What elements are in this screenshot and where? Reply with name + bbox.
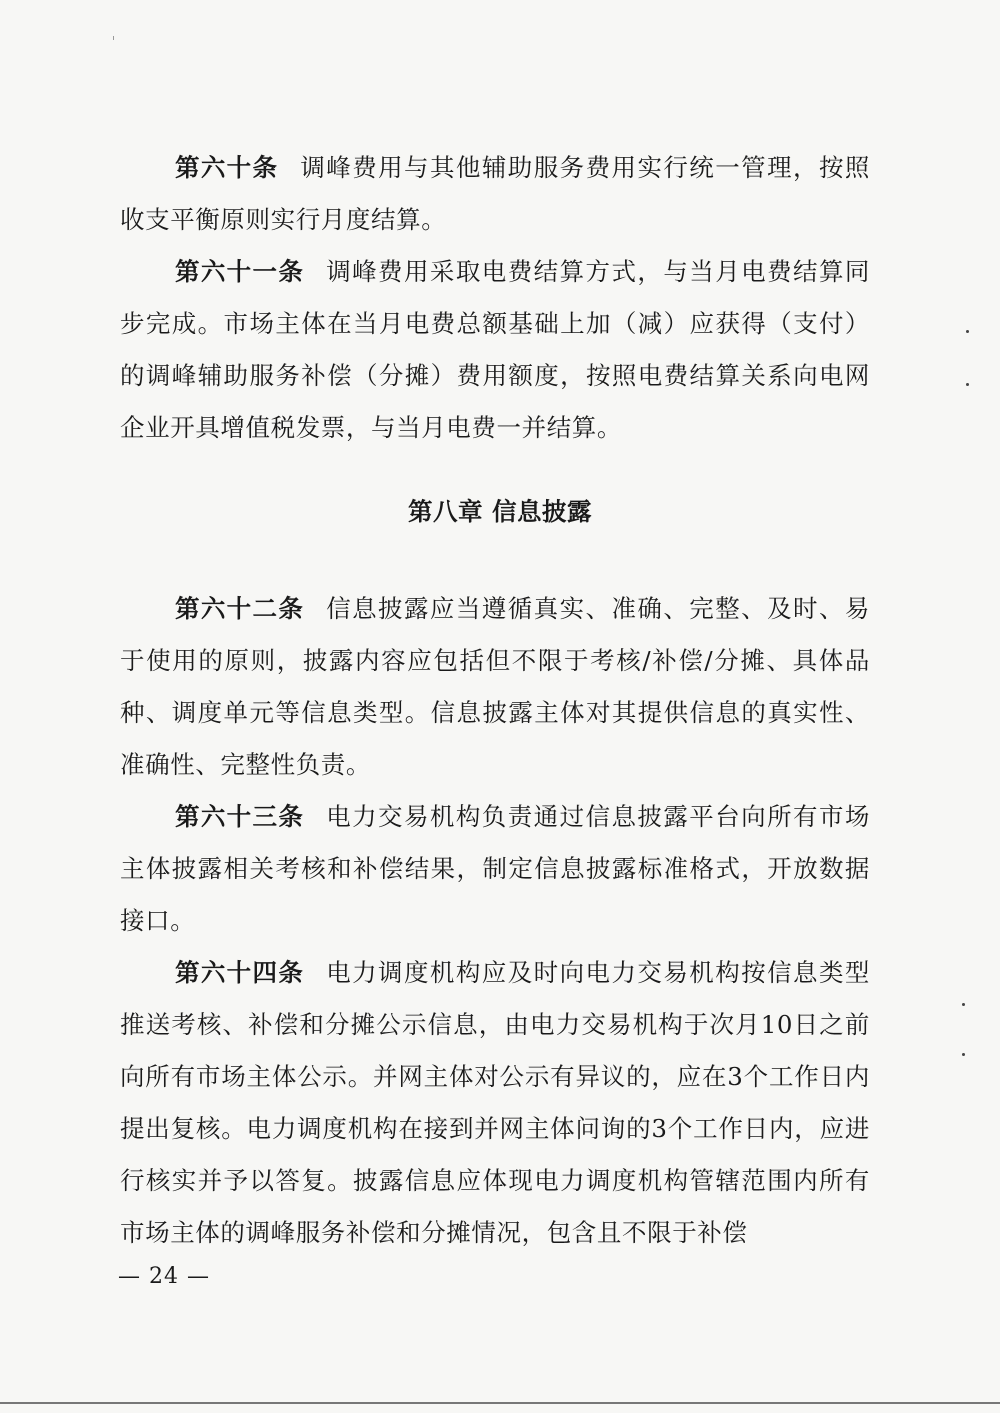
scan-dot <box>966 383 969 386</box>
scan-dot <box>962 1053 965 1056</box>
page-number: — 24 — <box>118 1264 210 1289</box>
article-60 <box>120 142 870 246</box>
article-number: 第六十三条 <box>175 802 305 831</box>
article-64 <box>120 947 870 1259</box>
article-number: 第六十二条 <box>175 594 305 623</box>
scan-mark <box>113 36 114 40</box>
chapter-heading: 第八章 信息披露 <box>407 497 593 526</box>
article-body: 电力调度机构应及时向电力交易机构按信息类型推送考核、补偿和分摊公示信息，由电力交易机构于次月10日之前向所有市场主体公示。并网主体对公示有异议的，应在3个工作日内提出复核。电力调度机构在接到并网主体问询的3个工作日内，应进行核实并予以答复。披露信息应体现电力调度机构管辖范围内所有市场主体的调峰服务补偿和分摊情况，包含且不限于补偿 <box>120 958 870 1247</box>
article-63 <box>120 791 870 947</box>
article-body: 调峰费用与其他辅助服务费用实行统一管理，按照收支平衡原则实行月度结算。 <box>120 153 870 234</box>
article-body: 信息披露应当遵循真实、准确、完整、及时、易于使用的原则，披露内容应包括但不限于考核/补偿/分摊、具体品种、调度单元等信息类型。信息披露主体对其提供信息的真实性、准确性、完整性负责。 <box>120 594 870 779</box>
scan-dot <box>966 330 969 333</box>
article-body: 调峰费用采取电费结算方式，与当月电费结算同步完成。市场主体在当月电费总额基础上加（减）应获得（支付）的调峰辅助服务补偿（分摊）费用额度，按照电费结算关系向电网企业开具增值税发票，与当月电费一并结算。 <box>120 257 870 442</box>
article-62 <box>120 583 870 791</box>
article-number: 第六十四条 <box>175 958 305 987</box>
article-body: 电力交易机构负责通过信息披露平台向所有市场主体披露相关考核和补偿结果，制定信息披露标准格式，开放数据接口。 <box>120 802 870 935</box>
bottom-border-line <box>0 1402 1000 1404</box>
article-number: 第六十条 <box>175 153 279 182</box>
article-number: 第六十一条 <box>175 257 305 286</box>
scan-dot <box>962 1003 965 1006</box>
article-61 <box>120 246 870 454</box>
